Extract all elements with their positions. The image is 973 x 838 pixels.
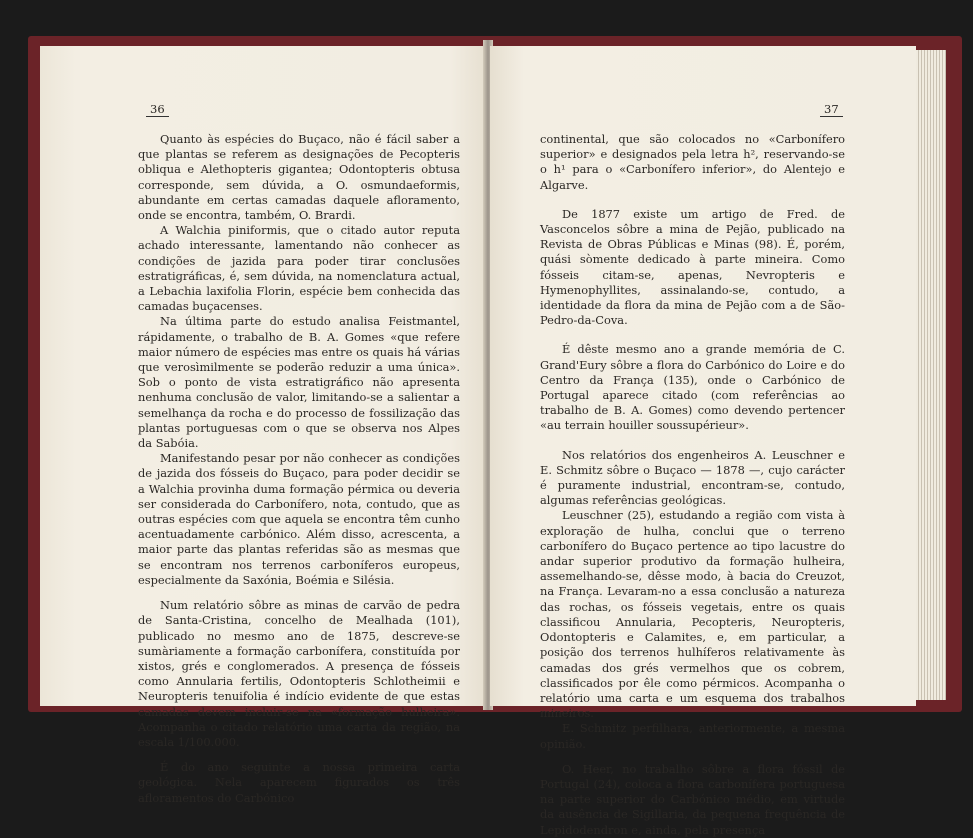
paragraph: Leuschner (25), estudando a região com vista à exploração de hulha, conclui que o terreno carbonífero do Buçaco pertence ao tipo lacustre do andar superior produtivo da formação hulheira, assemelhando-se, dêsse modo, à bacia do Creuzot, na França. Levaram-no a essa conclusão a natureza das rochas, os fósseis vegetais, entre os quais classificou Annularia, Pecopteris, Neuropteris, Odontopteris e Calamites, e, em particular, a posição dos terrenos hulhíferos relativamente às camadas dos grés vermelhos que os cobrem, classificados por êle como pérmicos. Acompanha o relatório uma carta e um esquema dos trabalhos mineiros. [540, 508, 845, 721]
right-page [490, 46, 916, 837]
paragraph: Quanto às espécies do Buçaco, não é fácil saber a que plantas se referem as designações de Pecopteris obliqua e Alethopteris gigantea; Odontopteris obtusa corresponde, sem dúvida, a O. osmundaeformis, abundante em certas camadas daquele afloramento, onde se encontra, também, O. Brardi. [138, 132, 460, 223]
paragraph: continental, que são colocados no «Carbonífero superior» e designados pela letra h², reservando-se o h¹ para o «Carbonífero inferior», do Alentejo e Algarve. [540, 132, 845, 192]
paragraph: A Walchia piniformis, que o citado autor reputa achado interessante, lamentando não conhecer as condições de jazida para poder tirar conclusões estratigráficas, é, sem dúvida, na nomenclatura actual, a Lebachia laxifolia Florin, espécie bem conhecida das camadas buçacenses. [138, 223, 460, 314]
page-number-left: 36 [146, 102, 169, 117]
page-number-right: 37 [820, 102, 843, 117]
paragraph: Num relatório sôbre as minas de carvão de pedra de Santa-Cristina, concelho de Mealhada (101), publicado no mesmo ano de 1875, descreve-se sumàriamente a formação carbonífera, constituída por xistos, grés e conglomerados. A presença de fósseis como Annularia fertilis, Odontopteris Schlotheimii e Neuropteris tenuifolia é indício evidente de que estas camadas devem incluir-se na «formação hulheira». Acompanha o citado relatório uma carta da região, na escala 1/100.000. [138, 598, 460, 749]
left-page-text [138, 132, 460, 806]
paragraph: É do ano seguinte a nossa primeira carta geológica. Nela aparecem figurados os três afloramentos do Carbónico [138, 760, 460, 805]
paragraph: É dêste mesmo ano a grande memória de C. Grand'Eury sôbre a flora do Carbónico do Loire e do Centro da França (135), onde o Carbónico de Portugal aparece citado (com referências ao trabalho de B. A. Gomes) como devendo pertencer «au terrain houiller soussupérieur». [540, 342, 845, 433]
left-page [40, 46, 486, 805]
paragraph: De 1877 existe um artigo de Fred. de Vasconcelos sôbre a mina de Pejão, publicado na Revista de Obras Públicas e Minas (98). É, porém, quási sòmente dedicado à parte mineira. Como fósseis citam-se, apenas, Nevropteris e Hymenophyllites, assinalando-se, contudo, a identidade da flora da mina de Pejão com a de São-Pedro-da-Cova. [540, 206, 845, 328]
paragraph: Manifestando pesar por não conhecer as condições de jazida dos fósseis do Buçaco, para poder decidir se a Walchia provinha duma formação pérmica ou deveria ser considerada do Carbonífero, nota, contudo, que as outras espécies com que aquela se encontra têm cunho acentuadamente carbónico. Além disso, acrescenta, a maior parte das plantas referidas são as mesmas que se encontram nos terrenos carboníferos europeus, especialmente da Saxónia, Boémia e Silésia. [138, 451, 460, 587]
paragraph: O. Heer, no trabalho sôbre a flora fóssil de Portugal (24), coloca a flora carbonífera portuguesa na parte superior do Carbónico médio, em virtude da ausência de Sigillaria, da pequena frequência de Lepidodendron e, ainda, pela presença [540, 761, 845, 837]
paragraph: Na última parte do estudo analisa Feistmantel, rápidamente, o trabalho de B. A. Gomes «que refere maior número de espécies mas entre os quais há várias que verosìmilmente se poderão reduzir a uma única». Sob o ponto de vista estratigráfico não apresenta nenhuma conclusão de valor, limitando-se a salientar a semelhança da rocha e do processo de fossilização das plantas portuguesas com o que se observa nos Alpes da Sabóia. [138, 314, 460, 451]
paragraph: Nos relatórios dos engenheiros A. Leuschner e E. Schmitz sôbre o Buçaco — 1878 —, cujo carácter é puramente industrial, encontram-se, contudo, algumas referências geológicas. [540, 447, 845, 508]
page-edges [916, 50, 946, 700]
paragraph: E. Schmitz perfilhara, anteriormente, a mesma opinião. [540, 721, 845, 751]
right-page-text [540, 132, 845, 838]
